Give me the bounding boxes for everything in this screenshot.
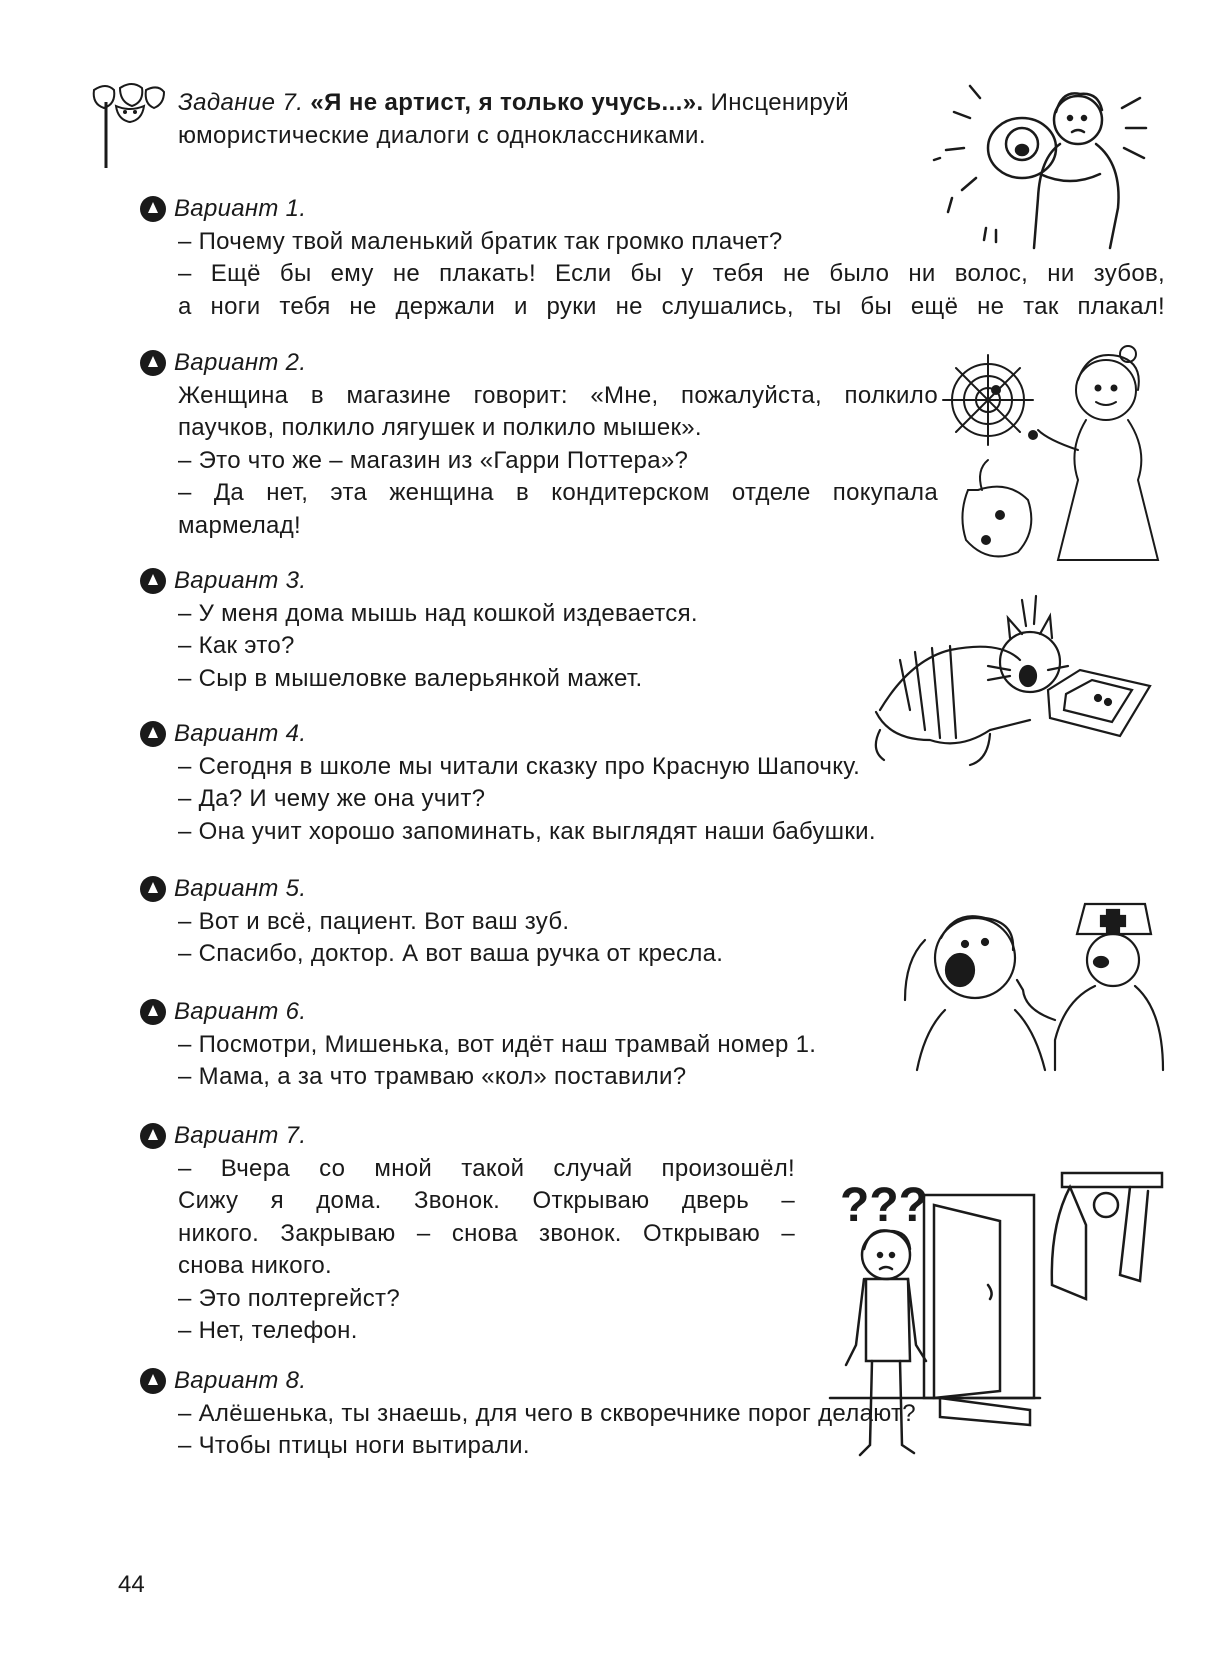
dialogue-line: снова никого.	[178, 1252, 333, 1279]
crying-baby-illustration	[930, 78, 1160, 258]
dialogue-line: – Сегодня в школе мы читали сказку про Красную Шапочку.	[178, 752, 861, 780]
dialogue-line: – Да нет, эта женщина в кондитерском отделе покупала	[178, 479, 938, 506]
bullet-icon	[140, 876, 166, 902]
dialogue-line: – Да? И чему же она учит?	[178, 785, 486, 812]
variant-6	[140, 996, 960, 1094]
dentist-illustration	[905, 900, 1167, 1070]
dialogue-line: – У меня дома мышь над кошкой издевается.	[178, 599, 698, 627]
bullet-icon	[140, 350, 166, 376]
variant-3	[140, 565, 840, 695]
dialogue-line: а ноги тебя не держали и руки не слушались, ты бы ещё не так плакал!	[178, 292, 1165, 320]
dialogue-line: – Ещё бы ему не плакать! Если бы у тебя не было ни волос, ни зубов,	[178, 260, 1165, 287]
dialogue-line: – Вот и всё, пациент. Вот ваш зуб.	[178, 907, 570, 935]
boy-door-illustration	[830, 1165, 1165, 1460]
dialogue-line: никого. Закрываю – снова звонок. Открываю –	[178, 1219, 795, 1247]
dialogue-line: – Посмотри, Мишенька, вот идёт наш трамвай номер 1.	[178, 1030, 817, 1058]
dialogue-line: – Это что же – магазин из «Гарри Поттера»?	[178, 446, 689, 474]
dialogue-line: – Спасибо, доктор. А вот ваша ручка от кресла.	[178, 940, 724, 967]
task-text: Инсценируй юмористические диалоги с одноклассниками.	[178, 89, 850, 149]
bullet-icon	[140, 196, 166, 222]
dialogue-line: – Она учит хорошо запоминать, как выглядят наши бабушки.	[178, 817, 876, 845]
variant-label: Вариант 8.	[174, 1367, 307, 1394]
bullet-icon	[140, 1368, 166, 1394]
task-title: «Я не артист, я только учусь...».	[310, 89, 704, 116]
variant-7	[140, 1120, 795, 1348]
question-marks: ???	[840, 1179, 928, 1232]
page-number: 44	[118, 1571, 145, 1598]
variant-label: Вариант 6.	[174, 998, 307, 1025]
task-label: Задание 7.	[178, 89, 304, 116]
bullet-icon	[140, 721, 166, 747]
dialogue-line: – Вчера со мной такой случай произошёл!	[178, 1154, 795, 1182]
dialogue-line: – Мама, а за что трамваю «кол» поставили?	[178, 1063, 687, 1090]
variant-label: Вариант 7.	[174, 1122, 307, 1149]
dialogue-line: – Алёшенька, ты знаешь, для чего в скворечнике порог делают?	[178, 1399, 916, 1427]
dialogue-line: – Чтобы птицы ноги вытирали.	[178, 1432, 530, 1459]
task-header	[178, 86, 998, 152]
dialogue-line: Женщина в магазине говорит: «Мне, пожалуйста, полкило	[178, 381, 938, 409]
dialogue-line: – Сыр в мышеловке валерьянкой мажет.	[178, 664, 643, 692]
bullet-icon	[140, 1123, 166, 1149]
bullet-icon	[140, 568, 166, 594]
variant-label: Вариант 4.	[174, 720, 307, 747]
dialogue-line: – Как это?	[178, 632, 295, 659]
variant-label: Вариант 3.	[174, 567, 307, 594]
variant-2	[140, 347, 938, 542]
cat-illustration	[870, 590, 1165, 770]
variant-label: Вариант 2.	[174, 349, 307, 376]
bullet-icon	[140, 999, 166, 1025]
dialogue-line: паучков, полкило лягушек и полкило мышек».	[178, 414, 702, 441]
dialogue-line: мармелад!	[178, 511, 301, 539]
variant-5	[140, 873, 840, 971]
dialogue-line: Сижу я дома. Звонок. Открываю дверь –	[178, 1187, 795, 1214]
theatre-masks-icon	[92, 82, 172, 168]
dialogue-line: – Нет, телефон.	[178, 1317, 358, 1344]
variant-label: Вариант 5.	[174, 875, 307, 902]
dialogue-line: – Почему твой маленький братик так громко плачет?	[178, 227, 783, 255]
dialogue-line: – Это полтергейст?	[178, 1284, 400, 1312]
woman-spiders-illustration	[938, 340, 1163, 575]
variant-label: Вариант 1.	[174, 195, 307, 222]
